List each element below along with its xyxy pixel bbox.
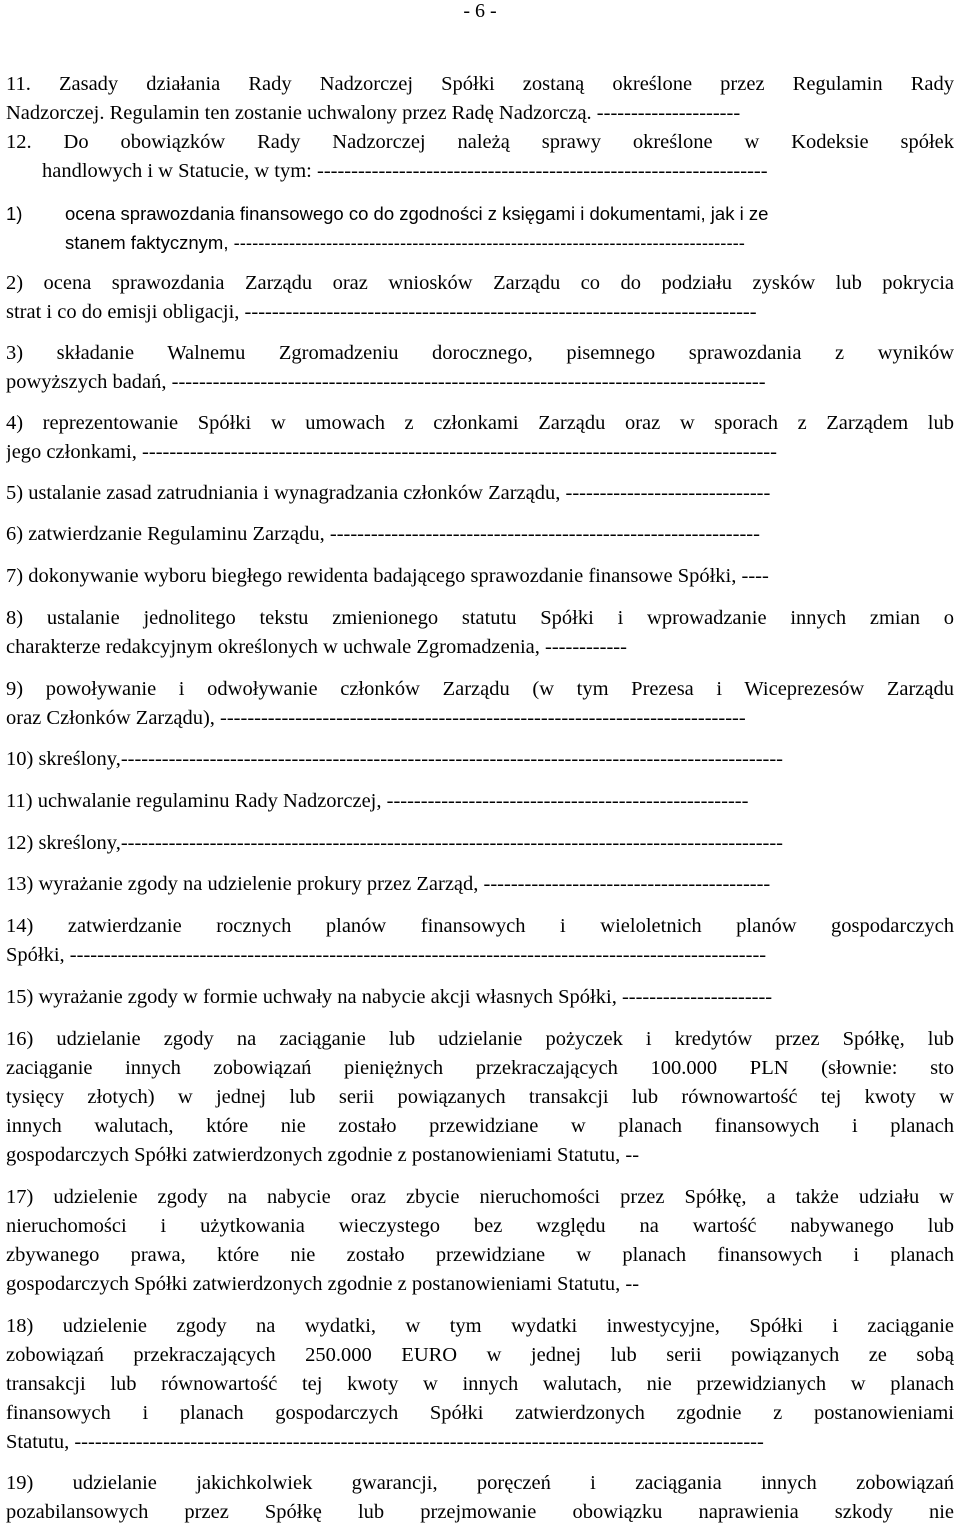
text-line: gospodarczych Spółki zatwierdzonych zgodnie z postanowieniami Statutu, -- <box>6 1273 640 1295</box>
text-line: 11) uchwalanie regulaminu Rady Nadzorczej, ----------------------------------------------------- <box>6 790 749 812</box>
text-line: 18) udzielenie zgody na wydatki, w tym wydatki inwestycyjne, Spółki i zaciąganie <box>6 1315 954 1337</box>
text-line: 4) reprezentowanie Spółki w umowach z członkami Zarządu oraz w sporach z Zarządem lub <box>6 412 954 434</box>
text-line: 6) zatwierdzanie Regulaminu Zarządu, --------------------------------------------------------------- <box>6 523 760 545</box>
text-line: 19) udzielanie jakichkolwiek gwarancji, poręczeń i zaciągania innych zobowiązań <box>6 1472 954 1494</box>
text-line: 10) skreślony,------------------------------------------------------------------------------------------------- <box>6 748 784 770</box>
text-line: 13) wyrażanie zgody na udzielenie prokury przez Zarząd, ------------------------------------------ <box>6 873 771 895</box>
text-line: strat i co do emisji obligacji, --------------------------------------------------------------------------- <box>6 301 757 323</box>
text-line: Spółki, ------------------------------------------------------------------------------------------------------ <box>6 944 767 966</box>
text-line: 9) powoływanie i odwoływanie członków Zarządu (w tym Prezesa i Wiceprezesów Zarządu <box>6 678 954 700</box>
text-line: powyższych badań, --------------------------------------------------------------------------------------- <box>6 371 766 393</box>
text-line: 16) udzielanie zgody na zaciąganie lub udzielanie pożyczek i kredytów przez Spółkę, lub <box>6 1028 954 1050</box>
text-line: stanem faktycznym, ----------------------------------------------------------------------------------- <box>65 232 745 253</box>
text-line: 14) zatwierdzanie rocznych planów finansowych i wieloletnich planów gospodarczych <box>6 915 954 937</box>
text-line: Nadzorczej. Regulamin ten zostanie uchwalony przez Radę Nadzorczą. --------------------- <box>6 102 741 124</box>
text-line: Statutu, ----------------------------------------------------------------------------------------------------- <box>6 1431 764 1453</box>
text-line: 17) udzielenie zgody na nabycie oraz zbycie nieruchomości przez Spółkę, a także udziału w <box>6 1186 954 1208</box>
text-line: 3) składanie Walnemu Zgromadzeniu dorocznego, pisemnego sprawozdania z wyników <box>6 342 954 364</box>
text-line: finansowych i planach gospodarczych Spółki zatwierdzonych zgodnie z postanowieniami <box>6 1402 954 1424</box>
page-number: - 6 - <box>463 0 497 22</box>
text-line: nieruchomości i użytkowania wieczystego bez względu na wartość nabywanego lub <box>6 1215 954 1237</box>
text-line: zaciąganie innych zobowiązań pieniężnych przekraczających 100.000 PLN (słownie: sto <box>6 1057 954 1079</box>
text-line: gospodarczych Spółki zatwierdzonych zgodnie z postanowieniami Statutu, -- <box>6 1144 640 1166</box>
text-line: zobowiązań przekraczających 250.000 EURO w jednej lub serii powiązanych ze sobą <box>6 1344 954 1366</box>
text-line: zbywanego prawa, które nie zostało przewidziane w planach finansowych i planach <box>6 1244 954 1266</box>
text-line: oraz Członków Zarządu), ----------------------------------------------------------------------------- <box>6 707 746 729</box>
list-marker: 1) <box>6 203 23 224</box>
text-line: 5) ustalanie zasad zatrudniania i wynagradzania członków Zarządu, ------------------------------ <box>6 482 771 504</box>
text-line: charakterze redakcyjnym określonych w uchwale Zgromadzenia, ------------ <box>6 636 627 658</box>
text-line: 8) ustalanie jednolitego tekstu zmienionego statutu Spółki i wprowadzanie innych zmian o <box>6 607 954 629</box>
text-line: transakcji lub równowartość tej kwoty w innych walutach, nie przewidzianych w planach <box>6 1373 954 1395</box>
text-line: 15) wyrażanie zgody w formie uchwały na nabycie akcji własnych Spółki, ---------------------- <box>6 986 773 1008</box>
text-line: 12. Do obowiązków Rady Nadzorczej należą sprawy określone w Kodeksie spółek <box>6 131 954 153</box>
text-line: ocena sprawozdania finansowego co do zgodności z księgami i dokumentami, jak i ze <box>65 203 769 224</box>
text-line: 12) skreślony,------------------------------------------------------------------------------------------------- <box>6 832 784 854</box>
text-line: jego członkami, --------------------------------------------------------------------------------------------- <box>6 441 777 463</box>
text-line: 2) ocena sprawozdania Zarządu oraz wniosków Zarządu co do podziału zysków lub pokrycia <box>6 272 954 294</box>
text-line: tysięcy złotych) w jednej lub serii powiązanych transakcji lub równowartość tej kwoty w <box>6 1086 954 1108</box>
text-line: 11. Zasady działania Rady Nadzorczej Spółki zostaną określone przez Regulamin Rady <box>6 73 954 95</box>
text-line: innych walutach, które nie zostało przewidziane w planach finansowych i planach <box>6 1115 954 1137</box>
text-line: pozabilansowych przez Spółkę lub przejmowanie obowiązku naprawienia szkody nie <box>6 1501 954 1523</box>
text-line: handlowych i w Statucie, w tym: ------------------------------------------------------------------ <box>42 160 768 182</box>
text-line: 7) dokonywanie wyboru biegłego rewidenta badającego sprawozdanie finansowe Spółki, ---- <box>6 565 769 587</box>
